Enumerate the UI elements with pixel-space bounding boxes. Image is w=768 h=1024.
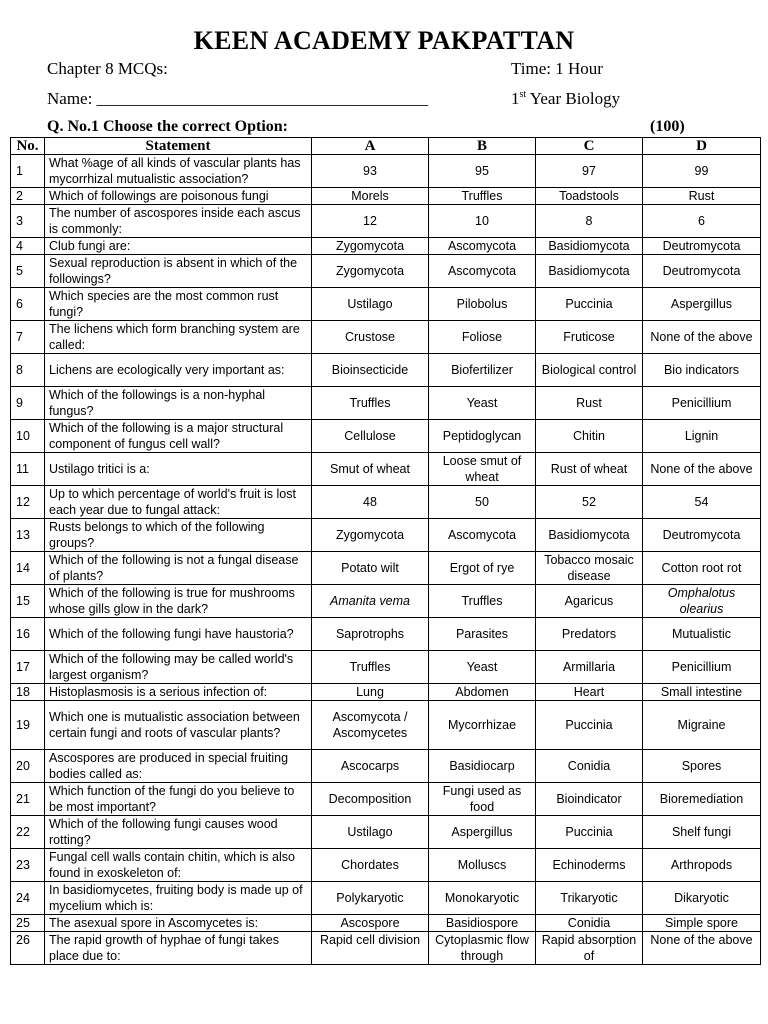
question-statement: Which of the following fungi have haustoria?: [45, 618, 312, 651]
option-c: Rapid absorption of: [536, 932, 643, 965]
question-number: 4: [11, 238, 45, 255]
option-a: Ascomycota / Ascomycetes: [312, 701, 429, 750]
question-number: 6: [11, 288, 45, 321]
option-a: Decomposition: [312, 783, 429, 816]
option-c: Rust of wheat: [536, 453, 643, 486]
option-c: 97: [536, 155, 643, 188]
table-row: [11, 420, 761, 453]
question-number: 18: [11, 684, 45, 701]
option-a: Zygomycota: [312, 238, 429, 255]
option-b: Ascomycota: [429, 255, 536, 288]
question-number: 25: [11, 915, 45, 932]
option-a: Truffles: [312, 651, 429, 684]
option-d: 99: [643, 155, 761, 188]
option-b: Mycorrhizae: [429, 701, 536, 750]
question-statement: Lichens are ecologically very important as:: [45, 354, 312, 387]
table-row: [11, 651, 761, 684]
option-c: Chitin: [536, 420, 643, 453]
option-a: Morels: [312, 188, 429, 205]
option-c: Fruticose: [536, 321, 643, 354]
option-a: Saprotrophs: [312, 618, 429, 651]
table-row: [11, 882, 761, 915]
class-label: 1st Year Biology: [511, 89, 621, 108]
option-a: Ustilago: [312, 816, 429, 849]
option-b: Parasites: [429, 618, 536, 651]
question-statement: Up to which percentage of world's fruit is lost each year due to fungal attack:: [45, 486, 312, 519]
option-c: Biological control: [536, 354, 643, 387]
option-a: 93: [312, 155, 429, 188]
question-number: 24: [11, 882, 45, 915]
option-a: Lung: [312, 684, 429, 701]
option-d: Shelf fungi: [643, 816, 761, 849]
question-statement: The asexual spore in Ascomycetes is:: [45, 915, 312, 932]
option-d: Small intestine: [643, 684, 761, 701]
question-statement: Which of the following is a major structural component of fungus cell wall?: [45, 420, 312, 453]
question-heading: Q. No.1 Choose the correct Option:: [47, 118, 288, 135]
question-number: 7: [11, 321, 45, 354]
option-a: Cellulose: [312, 420, 429, 453]
option-a: 12: [312, 205, 429, 238]
option-b: Loose smut of wheat: [429, 453, 536, 486]
question-number: 11: [11, 453, 45, 486]
question-statement: The lichens which form branching system are called:: [45, 321, 312, 354]
question-statement: Histoplasmosis is a serious infection of:: [45, 684, 312, 701]
option-a: Ustilago: [312, 288, 429, 321]
question-number: 21: [11, 783, 45, 816]
table-row: [11, 585, 761, 618]
option-c: 8: [536, 205, 643, 238]
option-c: Predators: [536, 618, 643, 651]
question-statement: Club fungi are:: [45, 238, 312, 255]
option-b: Abdomen: [429, 684, 536, 701]
table-row: [11, 486, 761, 519]
question-number: 8: [11, 354, 45, 387]
table-row: [11, 849, 761, 882]
option-b: Ascomycota: [429, 238, 536, 255]
option-a: Amanita vema: [312, 585, 429, 618]
table-row: [11, 519, 761, 552]
table-row: [11, 155, 761, 188]
table-header-row: [11, 138, 761, 155]
header-statement: Statement: [45, 138, 312, 155]
question-number: 17: [11, 651, 45, 684]
question-number: 10: [11, 420, 45, 453]
mcq-table: [10, 137, 761, 965]
option-d: Lignin: [643, 420, 761, 453]
question-number: 12: [11, 486, 45, 519]
option-c: Armillaria: [536, 651, 643, 684]
option-c: Tobacco mosaic disease: [536, 552, 643, 585]
option-c: Heart: [536, 684, 643, 701]
option-d: Mutualistic: [643, 618, 761, 651]
option-c: 52: [536, 486, 643, 519]
option-c: Puccinia: [536, 701, 643, 750]
name-field-label: Name: _______________________________________: [47, 89, 429, 108]
table-row: [11, 701, 761, 750]
option-c: Basidiomycota: [536, 255, 643, 288]
header-option-a: A: [312, 138, 429, 155]
table-row: [11, 188, 761, 205]
option-a: Smut of wheat: [312, 453, 429, 486]
question-statement: Sexual reproduction is absent in which of the followings?: [45, 255, 312, 288]
table-row: [11, 205, 761, 238]
option-d: 6: [643, 205, 761, 238]
header-option-d: D: [643, 138, 761, 155]
option-c: Rust: [536, 387, 643, 420]
option-d: Deutromycota: [643, 238, 761, 255]
option-c: Basidiomycota: [536, 519, 643, 552]
question-statement: Which of the following is not a fungal disease of plants?: [45, 552, 312, 585]
table-row: [11, 618, 761, 651]
question-number: 19: [11, 701, 45, 750]
option-a: 48: [312, 486, 429, 519]
option-d: Deutromycota: [643, 519, 761, 552]
question-number: 16: [11, 618, 45, 651]
option-a: Truffles: [312, 387, 429, 420]
option-a: Potato wilt: [312, 552, 429, 585]
option-b: Basidiocarp: [429, 750, 536, 783]
option-b: Truffles: [429, 585, 536, 618]
option-a: Ascocarps: [312, 750, 429, 783]
question-number: 26: [11, 932, 45, 965]
question-statement: In basidiomycetes, fruiting body is made up of mycelium which is:: [45, 882, 312, 915]
option-d: 54: [643, 486, 761, 519]
option-b: Monokaryotic: [429, 882, 536, 915]
option-d: None of the above: [643, 932, 761, 965]
question-statement: Rusts belongs to which of the following groups?: [45, 519, 312, 552]
option-d: Cotton root rot: [643, 552, 761, 585]
question-statement: The rapid growth of hyphae of fungi takes place due to:: [45, 932, 312, 965]
option-d: Deutromycota: [643, 255, 761, 288]
question-statement: Which one is mutualistic association between certain fungi and roots of vascular plants?: [45, 701, 312, 750]
option-d: Penicillium: [643, 651, 761, 684]
table-row: [11, 288, 761, 321]
question-statement: Which function of the fungi do you believe to be most important?: [45, 783, 312, 816]
table-row: [11, 783, 761, 816]
option-b: Truffles: [429, 188, 536, 205]
header-option-c: C: [536, 138, 643, 155]
option-a: Polykaryotic: [312, 882, 429, 915]
question-number: 23: [11, 849, 45, 882]
table-row: [11, 238, 761, 255]
option-a: Ascospore: [312, 915, 429, 932]
option-a: Bioinsecticide: [312, 354, 429, 387]
question-statement: Fungal cell walls contain chitin, which is also found in exoskeleton of:: [45, 849, 312, 882]
option-a: Zygomycota: [312, 255, 429, 288]
option-d: Dikaryotic: [643, 882, 761, 915]
option-d: Penicillium: [643, 387, 761, 420]
option-a: Zygomycota: [312, 519, 429, 552]
table-row: [11, 255, 761, 288]
question-statement: The number of ascospores inside each ascus is commonly:: [45, 205, 312, 238]
option-c: Conidia: [536, 915, 643, 932]
option-d: Bio indicators: [643, 354, 761, 387]
table-row: [11, 684, 761, 701]
table-row: [11, 750, 761, 783]
option-c: Echinoderms: [536, 849, 643, 882]
question-number: 2: [11, 188, 45, 205]
question-statement: Which of the following may be called world's largest organism?: [45, 651, 312, 684]
option-b: Ergot of rye: [429, 552, 536, 585]
question-number: 13: [11, 519, 45, 552]
option-d: Arthropods: [643, 849, 761, 882]
option-d: None of the above: [643, 321, 761, 354]
option-b: Yeast: [429, 651, 536, 684]
table-row: [11, 321, 761, 354]
option-b: Cytoplasmic flow through: [429, 932, 536, 965]
total-marks: (100): [650, 118, 685, 135]
option-b: Molluscs: [429, 849, 536, 882]
table-row: [11, 932, 761, 965]
option-b: Peptidoglycan: [429, 420, 536, 453]
option-d: Spores: [643, 750, 761, 783]
question-statement: Ustilago tritici is a:: [45, 453, 312, 486]
chapter-label: Chapter 8 MCQs:: [47, 59, 168, 78]
time-label: Time: 1 Hour: [511, 59, 603, 78]
option-b: 95: [429, 155, 536, 188]
question-number: 5: [11, 255, 45, 288]
question-statement: What %age of all kinds of vascular plants has mycorrhizal mutualistic association?: [45, 155, 312, 188]
option-a: Rapid cell division: [312, 932, 429, 965]
table-row: [11, 453, 761, 486]
question-statement: Which of the following fungi causes wood rotting?: [45, 816, 312, 849]
option-d: Migraine: [643, 701, 761, 750]
question-statement: Which of the following is true for mushrooms whose gills glow in the dark?: [45, 585, 312, 618]
option-d: None of the above: [643, 453, 761, 486]
option-d: Aspergillus: [643, 288, 761, 321]
option-d: Simple spore: [643, 915, 761, 932]
option-b: Biofertilizer: [429, 354, 536, 387]
option-c: Bioindicator: [536, 783, 643, 816]
option-c: Puccinia: [536, 288, 643, 321]
option-c: Puccinia: [536, 816, 643, 849]
option-c: Toadstools: [536, 188, 643, 205]
option-a: Chordates: [312, 849, 429, 882]
question-statement: Which of followings are poisonous fungi: [45, 188, 312, 205]
option-c: Conidia: [536, 750, 643, 783]
table-row: [11, 552, 761, 585]
option-c: Basidiomycota: [536, 238, 643, 255]
question-number: 20: [11, 750, 45, 783]
option-b: Foliose: [429, 321, 536, 354]
table-row: [11, 915, 761, 932]
question-number: 3: [11, 205, 45, 238]
option-c: Agaricus: [536, 585, 643, 618]
option-a: Crustose: [312, 321, 429, 354]
option-c: Trikaryotic: [536, 882, 643, 915]
question-number: 14: [11, 552, 45, 585]
option-b: Basidiospore: [429, 915, 536, 932]
page-title: KEEN ACADEMY PAKPATTAN: [193, 26, 575, 55]
question-number: 9: [11, 387, 45, 420]
question-statement: Which of the followings is a non-hyphal fungus?: [45, 387, 312, 420]
question-statement: Which species are the most common rust fungi?: [45, 288, 312, 321]
question-number: 15: [11, 585, 45, 618]
option-b: 10: [429, 205, 536, 238]
question-number: 1: [11, 155, 45, 188]
question-statement: Ascospores are produced in special fruiting bodies called as:: [45, 750, 312, 783]
option-b: Yeast: [429, 387, 536, 420]
option-b: Fungi used as food: [429, 783, 536, 816]
question-number: 22: [11, 816, 45, 849]
option-b: Aspergillus: [429, 816, 536, 849]
header-option-b: B: [429, 138, 536, 155]
option-d: Rust: [643, 188, 761, 205]
table-row: [11, 354, 761, 387]
option-d: Omphalotus olearius: [643, 585, 761, 618]
option-b: Pilobolus: [429, 288, 536, 321]
table-row: [11, 387, 761, 420]
option-d: Bioremediation: [643, 783, 761, 816]
option-b: Ascomycota: [429, 519, 536, 552]
option-b: 50: [429, 486, 536, 519]
table-row: [11, 816, 761, 849]
header-no: No.: [11, 138, 45, 155]
